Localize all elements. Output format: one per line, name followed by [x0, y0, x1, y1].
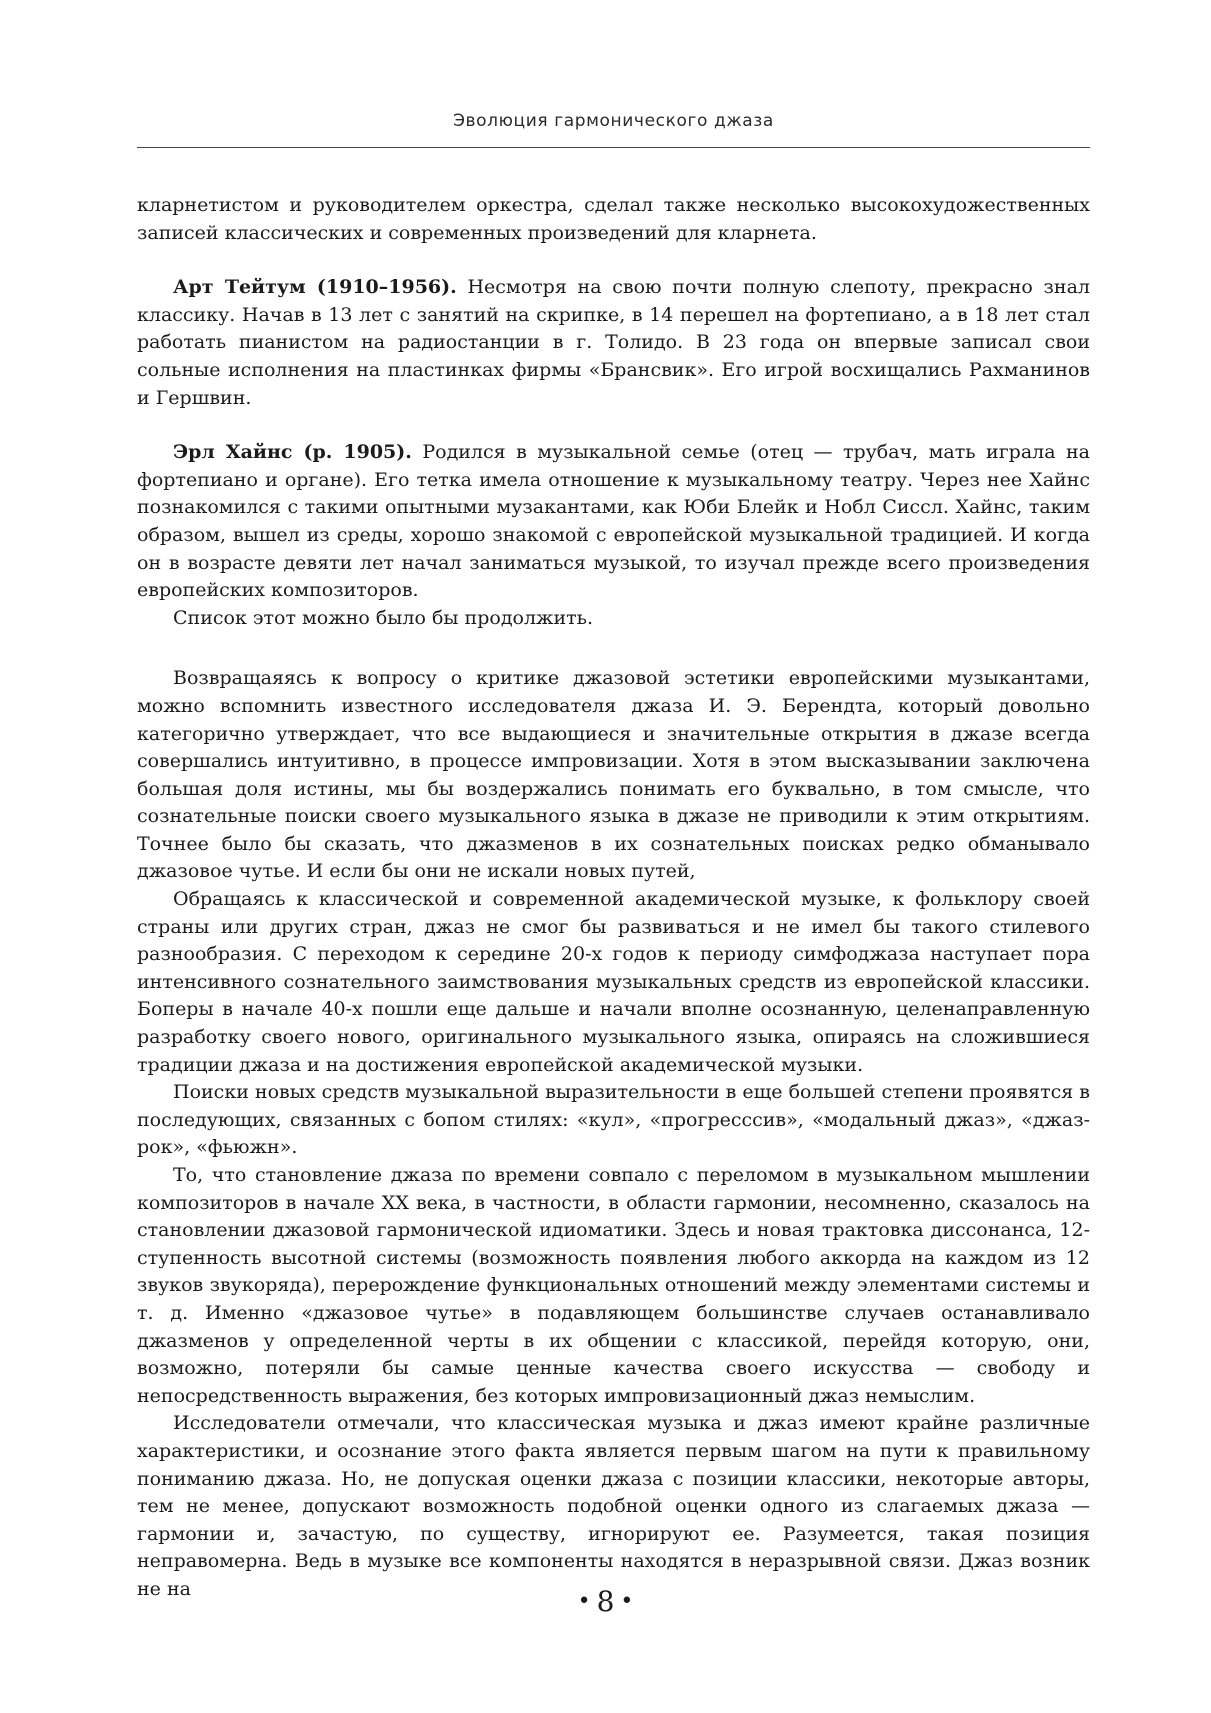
- running-head: Эволюция гармонического джаза: [453, 111, 774, 131]
- paragraph-researchers: Исследователи отмечали, что классическая музыка и джаз имеют крайне различные характеристики, и осознание этого факта является первым шагом на пути к правильному пониманию джаза. Но, не допуская оценки джаза с позиции классики, некоторые авторы, тем не менее, допускают возможность подобной оценки одного из слагаемых джаза — гармонии и, зачастую, по существу, игнорируют ее. Разумеется, такая позиция неправомерна. Ведь в музыке все компоненты находятся в неразрывной связи. Джаз возник не на: [137, 1412, 1090, 1600]
- paragraph-continuation: кларнетистом и руководителем оркестра, сделал также несколько высокохудожественных записей классических и современных произведений для кларнета.: [137, 194, 1090, 244]
- paragraph-styles: Поиски новых средств музыкальной выразительности в еще большей степени проявятся в последующих, связанных с бопом стилях: «кул», «прогресссив», «модальный джаз», «джаз-рок», «фьюжн».: [137, 1081, 1090, 1159]
- paragraph-symphojazz: Обращаясь к классической и современной академической музыке, к фольклору своей страны или других стран, джаз не смог бы развиваться и не имел бы такого стилевого разнообразия. С переходом к середине 20-х годов к периоду симфоджаза наступает пора интенсивного сознательного заимствования музыкальных средств из европейской классики. Боперы в начале 40-х пошли еще дальше и начали вполне осознанную, целенаправленную разработку своего нового, оригинального музыкального языка, опираясь на сложившиеся традиции джаза и на достижения европейской академической музыки.: [137, 888, 1090, 1076]
- paragraph-art-tatum: Арт Тейтум (1910–1956). Несмотря на свою почти полную слепоту, прекрасно знал классику. Начав в 13 лет с занятий на скрипке, в 14 перешел на фортепиано, а в 18 лет стал работать пианистом на радиостанции в г. Толидо. В 23 года он впервые записал свои сольные исполнения на пластинках фирмы «Брансвик». Его игрой восхищались Рахманинов и Гершвин.: [137, 276, 1090, 409]
- page-number-value: 8: [596, 1585, 615, 1618]
- bio-heading-art-tatum: Арт Тейтум (1910–1956).: [173, 276, 457, 299]
- paragraph-earl-hines: Эрл Хайнс (р. 1905). Родился в музыкальной семье (отец — трубач, мать играла на фортепиано и органе). Его тетка имела отношение к музыкальному театру. Через нее Хайнс познакомился с такими опытными музакантами, как Юби Блейк и Нобл Сиссл. Хайнс, таким образом, вышел из среды, хорошо знакомой с европейской музыкальной традицией. И когда он в возрасте девяти лет начал заниматься музыкой, то изучал прежде всего произведения европейских композиторов.: [137, 441, 1090, 602]
- page-number: [0, 1585, 1211, 1618]
- bio-heading-earl-hines: Эрл Хайнс (р. 1905).: [173, 441, 412, 464]
- paragraph-harmony: То, что становление джаза по времени совпало с переломом в музыкальном мышлении композиторов в начале XX века, в частности, в области гармонии, несомненно, сказалось на становлении джазовой гармонической идиоматики. Здесь и новая трактовка диссонанса, 12-ступенность высотной системы (возможность появления любого аккорда на каждом из 12 звуков звукоряда), перерождение функциональных отношений между элементами системы и т. д. Именно «джазовое чутье» в подавляющем большинстве случаев останавливало джазменов у определенной черты в их общении с классикой, перейдя которую, они, возможно, потеряли бы самые ценные качества своего искусства — свободу и непосредственность выражения, без которых импровизационный джаз немыслим.: [137, 1164, 1090, 1407]
- paragraph-list-continue: Список этот можно было бы продолжить.: [173, 606, 594, 629]
- page-number-bullet-left: •: [577, 1589, 591, 1614]
- body-text: [137, 192, 1090, 1604]
- header-rule: [137, 147, 1090, 148]
- page-number-bullet-right: •: [620, 1589, 634, 1614]
- paragraph-berendt: Возвращаяясь к вопросу о критике джазовой эстетики европейскими музыкантами, можно вспомнить известного исследователя джаза И. Э. Берендта, который довольно категорично утверждает, что все выдающиеся и значительные открытия в джазе всегда совершались интуитивно, в процессе импровизации. Хотя в этом высказывании заключена большая доля истины, мы бы воздержались понимать его буквально, в том смысле, что сознательные поиски своего музыкального языка в джазе не приводили к этим открытиям. Точнее было бы сказать, что джазменов в их сознательных поисках редко обманывало джазовое чутье. И если бы они не искали новых путей,: [137, 667, 1090, 883]
